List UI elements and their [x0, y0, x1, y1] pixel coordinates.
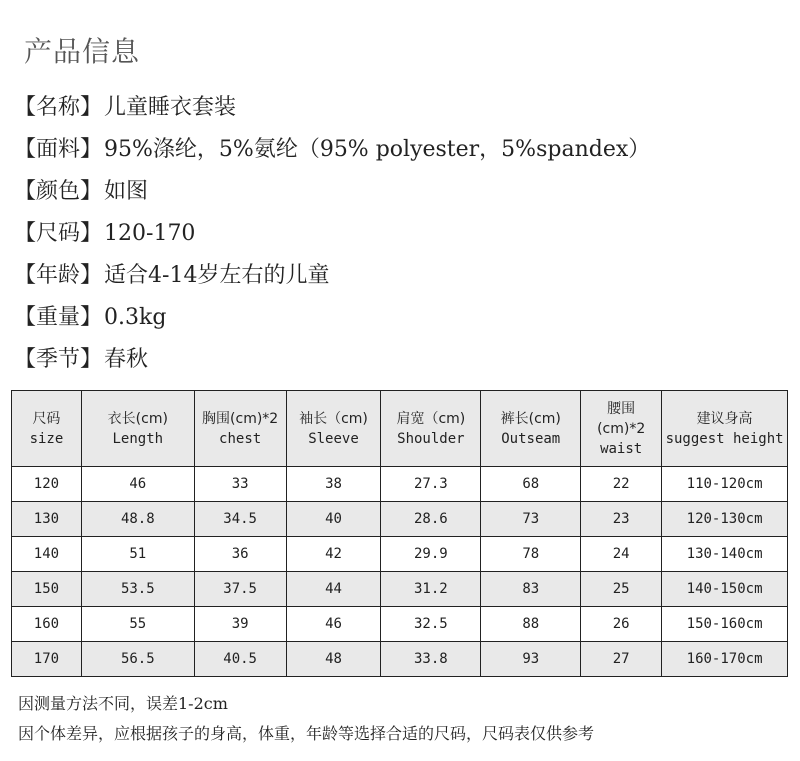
- table-cell: 23: [581, 502, 662, 537]
- table-cell: 160: [12, 607, 82, 642]
- table-cell: 33: [194, 467, 286, 502]
- table-cell: 24: [581, 537, 662, 572]
- header-zh: 胸围(cm)*2: [202, 410, 279, 427]
- table-cell: 170: [12, 642, 82, 677]
- info-label: 【重量】: [14, 305, 103, 330]
- table-cell: 28.6: [381, 502, 481, 537]
- info-label: 【面料】: [14, 137, 103, 162]
- header-en: size: [29, 430, 64, 447]
- table-cell: 150: [12, 572, 82, 607]
- table-cell: 27: [581, 642, 662, 677]
- table-cell: 55: [81, 607, 194, 642]
- table-cell: 25: [581, 572, 662, 607]
- table-cell: 120: [12, 467, 82, 502]
- table-cell: 40.5: [194, 642, 286, 677]
- table-cell: 130-140cm: [662, 537, 788, 572]
- table-cell: 48: [286, 642, 381, 677]
- table-cell: 78: [481, 537, 581, 572]
- table-row: [12, 467, 788, 502]
- table-cell: 27.3: [381, 467, 481, 502]
- header-shoulder: [381, 391, 481, 467]
- table-cell: 31.2: [381, 572, 481, 607]
- table-cell: 33.8: [381, 642, 481, 677]
- table-row: [12, 502, 788, 537]
- table-row: [12, 537, 788, 572]
- table-row: [12, 642, 788, 677]
- table-cell: 73: [481, 502, 581, 537]
- header-zh: 衣长(cm): [107, 410, 168, 427]
- info-value: 适合4-14岁左右的儿童: [104, 263, 330, 288]
- table-header-row: [12, 391, 788, 467]
- table-cell: 83: [481, 572, 581, 607]
- table-cell: 22: [581, 467, 662, 502]
- table-cell: 130: [12, 502, 82, 537]
- table-cell: 26: [581, 607, 662, 642]
- header-en: chest: [219, 430, 262, 447]
- info-row-fabric: [14, 132, 650, 174]
- table-cell: 39: [194, 607, 286, 642]
- header-sleeve: [286, 391, 381, 467]
- table-cell: 40: [286, 502, 381, 537]
- info-row-weight: [14, 300, 650, 342]
- header-en: suggest height: [665, 430, 784, 447]
- table-cell: 51: [81, 537, 194, 572]
- header-suggest-height: [662, 391, 788, 467]
- table-cell: 37.5: [194, 572, 286, 607]
- note-size-advice: 因个体差异，应根据孩子的身高，体重，年龄等选择合适的尺码，尺码表仅供参考: [18, 724, 595, 743]
- table-cell: 48.8: [81, 502, 194, 537]
- table-cell: 46: [81, 467, 194, 502]
- table-cell: 34.5: [194, 502, 286, 537]
- table-cell: 56.5: [81, 642, 194, 677]
- table-cell: 44: [286, 572, 381, 607]
- table-cell: 140: [12, 537, 82, 572]
- header-en: Outseam: [501, 430, 561, 447]
- header-en: Sleeve: [308, 430, 359, 447]
- header-zh: 肩宽（cm): [396, 410, 466, 427]
- header-chest: [194, 391, 286, 467]
- table-cell: 140-150cm: [662, 572, 788, 607]
- header-en: Length: [112, 430, 164, 447]
- info-value: 95%涤纶，5%氨纶（95% polyester，5%spandex）: [104, 137, 651, 162]
- table-cell: 160-170cm: [662, 642, 788, 677]
- info-value: 120-170: [104, 221, 196, 246]
- table-cell: 88: [481, 607, 581, 642]
- header-outseam: [481, 391, 581, 467]
- table-cell: 150-160cm: [662, 607, 788, 642]
- table-cell: 120-130cm: [662, 502, 788, 537]
- info-value: 0.3kg: [104, 305, 167, 330]
- table-cell: 110-120cm: [662, 467, 788, 502]
- table-cell: 93: [481, 642, 581, 677]
- info-row-color: [14, 174, 650, 216]
- info-label: 【年龄】: [14, 263, 103, 288]
- header-zh: 尺码: [32, 410, 61, 427]
- header-size: [12, 391, 82, 467]
- size-chart-table: [11, 390, 788, 677]
- header-zh: 腰围 (cm)*2: [597, 400, 646, 437]
- table-cell: 36: [194, 537, 286, 572]
- table-cell: 38: [286, 467, 381, 502]
- header-waist: [581, 391, 662, 467]
- info-value: 儿童睡衣套装: [104, 95, 237, 120]
- header-zh: 袖长（cm): [299, 410, 368, 427]
- table-cell: 53.5: [81, 572, 194, 607]
- header-en: waist: [600, 440, 643, 457]
- header-zh: 裤长(cm): [500, 410, 561, 427]
- table-cell: 42: [286, 537, 381, 572]
- info-label: 【尺码】: [14, 221, 103, 246]
- note-measurement-error: 因测量方法不同，误差1-2cm: [18, 694, 228, 713]
- table-cell: 68: [481, 467, 581, 502]
- info-value: 春秋: [104, 347, 149, 372]
- info-value: 如图: [104, 179, 149, 204]
- table-cell: 29.9: [381, 537, 481, 572]
- info-row-age: [14, 258, 650, 300]
- page-title: 产品信息: [24, 35, 141, 68]
- info-label: 【颜色】: [14, 179, 103, 204]
- header-zh: 建议身高: [696, 410, 753, 427]
- info-label: 【季节】: [14, 347, 103, 372]
- info-label: 【名称】: [14, 95, 103, 120]
- table-cell: 32.5: [381, 607, 481, 642]
- header-en: Shoulder: [397, 430, 465, 447]
- table-cell: 46: [286, 607, 381, 642]
- info-row-season: [14, 342, 650, 384]
- product-info-list: [14, 90, 650, 384]
- table-row: [12, 572, 788, 607]
- info-row-size: [14, 216, 650, 258]
- header-length: [81, 391, 194, 467]
- info-row-name: [14, 90, 650, 132]
- table-row: [12, 607, 788, 642]
- notes: [18, 692, 594, 752]
